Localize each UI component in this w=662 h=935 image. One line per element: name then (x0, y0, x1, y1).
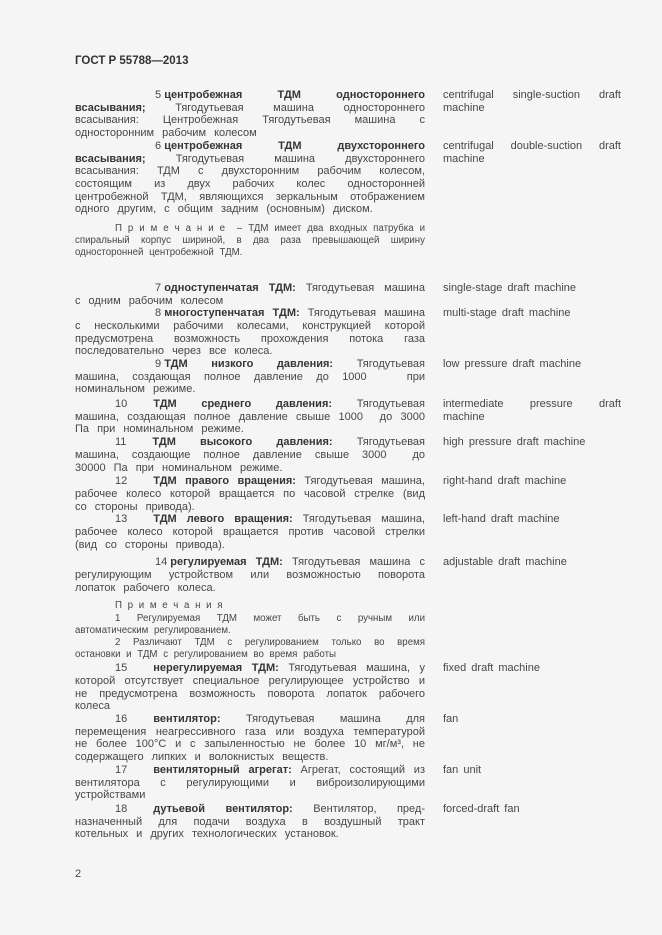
term-row (75, 282, 621, 307)
term-row (75, 358, 621, 398)
term-number: 14 (155, 556, 171, 569)
term-row (75, 307, 621, 358)
term-translation-en: centrifugal single-suction draft machine (443, 89, 621, 114)
term-row (75, 713, 621, 764)
term-number-group (115, 89, 242, 102)
term-translation-en: adjustable draft machine (443, 556, 567, 569)
term-paragraph-ru (75, 513, 425, 551)
term-number: 18 (115, 803, 128, 816)
term-definition: Тягодутьевая машина, создающие полное давление свыше 3000 до 30000 Па при номинальном режиме. (75, 436, 425, 474)
term-title: дутьевой вентилятор: (153, 803, 293, 816)
term-definition: Тягодутьевая машина с несколькими рабочими колесами, конструкцией которой предусмотрена возможность прохождения потока газа последовательно через все колеса. (75, 307, 426, 358)
term-number: 15 (115, 662, 128, 675)
term-row (75, 764, 621, 803)
term-ru-column (75, 713, 425, 764)
term-number-group (115, 556, 247, 569)
term-definition: Тягодутьевая машина, рабочее колесо которой вращается против часовой стрелки (вид со стороны привода). (75, 513, 426, 551)
term-paragraph-ru (75, 662, 425, 713)
term-title: ТДМ левого вращения: (153, 513, 293, 526)
term-translation-en: single-stage draft machine (443, 281, 577, 294)
term-definition: Тягодутьевая машина, у которой отсутствует специальное регулирующее устройство и не предусмотрена возможность поворота лопаток рабочего колеса (75, 662, 425, 713)
term-translation-en: right-hand draft machine (443, 475, 567, 488)
term-definition: Вентилятор, предназначенный для подачи воздуха в воздушный тракт котельных и других технологических установок. (75, 803, 425, 841)
term-definition: Тягодутьевая машина одностороннего всасывания: Центробежная Тягодутьевая машина с односторонним рабочим колесом (75, 101, 426, 140)
term-paragraph-ru (75, 556, 425, 594)
term-title: ТДМ: (255, 556, 283, 569)
term-paragraph-ru (75, 140, 425, 216)
document-header: ГОСТ Р 55788—2013 (75, 55, 189, 67)
note-paragraph: 2 Различают ТДМ с регулированием только во время остановки и ТДМ с регулированием во время работы (75, 636, 425, 661)
term-number: 6 (155, 139, 165, 152)
term-definition: Тягодутьевая машина, создающая полное давление свыше 1000 до 3000 Па при номинальном режиме. (75, 398, 425, 436)
term-paragraph-ru (75, 398, 425, 436)
term-translation-en: forced-draft fan (443, 803, 520, 816)
term-row (75, 803, 621, 841)
term-title: вентиляторный агрегат: (153, 764, 292, 777)
term-title: центробежная (164, 139, 243, 152)
term-number: 10 (115, 398, 128, 411)
term-title: ТДМ двухстороннего всасывания; (75, 139, 425, 165)
term-row (75, 475, 621, 513)
term-number-group (115, 307, 264, 320)
term-translation-en: fan (443, 713, 459, 726)
term-number: 11 (115, 436, 127, 449)
term-title: ТДМ: (268, 281, 296, 294)
term-ru-column (75, 556, 425, 661)
term-translation-en: high pressure draft machine (443, 436, 586, 449)
note-paragraph: 1 Регулируемая ТДМ может быть с ручным или автоматическим регулированием. (75, 612, 425, 636)
term-number: 9 (155, 358, 165, 371)
term-translation-en: fan unit (443, 764, 482, 777)
term-translation-en: fixed draft machine (443, 662, 540, 675)
term-paragraph-ru (75, 436, 425, 474)
term-definition: Агрегат, состоящий из вентилятора с регулирующими и виброизолирующими устройствами (75, 764, 425, 802)
term-ru-column (75, 307, 425, 358)
term-ru-column (75, 475, 425, 513)
term-ru-column (75, 436, 425, 474)
page-number: 2 (75, 868, 82, 881)
term-paragraph-ru (75, 764, 425, 802)
term-definition: Тягодутьевая машина с регулирующим устройством или возможностью поворота лопаток рабочего колеса. (75, 556, 425, 594)
term-paragraph-ru (75, 358, 425, 396)
term-paragraph-ru (75, 89, 425, 140)
term-ru-column (75, 662, 425, 713)
term-row (75, 556, 621, 662)
terms-list (75, 89, 621, 841)
term-definition: Тягодутьевая машина двухстороннего всасывания: ТДМ с двухсторонним рабочим колесом, состоящим из двух рабочих колес односторонней центробежной ТДМ, являющихся зеркальным отображением одного другим, с общим задним (основным) диском. (75, 152, 426, 216)
term-paragraph-ru (75, 307, 425, 358)
term-title: нерегулируемая ТДМ: (153, 662, 279, 675)
term-translation-en: intermediate pressure draft machine (443, 398, 621, 423)
term-ru-column (75, 89, 425, 140)
term-number: 12 (115, 475, 128, 488)
term-row (75, 398, 621, 436)
term-title: низкого давления: (211, 358, 334, 371)
term-row (75, 513, 621, 556)
term-number: 5 (155, 89, 165, 101)
term-translation-en: left-hand draft machine (443, 513, 560, 526)
term-definition: Тягодутьевая машина, рабочее колесо которой вращается по часовой стрелке (вид со стороны привода). (75, 475, 425, 513)
term-title: вентилятор: (153, 713, 221, 726)
term-title: одноступенчатая (164, 281, 259, 294)
term-translation-en: multi-stage draft machine (443, 307, 571, 320)
term-paragraph-ru (75, 803, 425, 841)
term-paragraph-ru (75, 713, 425, 764)
note-paragraph: П р и м е ч а н и е – ТДМ имеет два входных патрубка и спиральный корпус шириной, в два раза превышающей ширину односторонней центробежной ТДМ. (75, 223, 425, 259)
term-ru-column (75, 358, 425, 396)
term-title: ТДМ правого вращения: (153, 475, 296, 488)
term-title: центробежная (164, 89, 243, 101)
notes-heading: П р и м е ч а н и я (115, 600, 223, 612)
term-row (75, 89, 621, 140)
term-title: многоступенчатая (164, 307, 265, 320)
term-title: ТДМ (164, 358, 188, 371)
term-title: ТДМ среднего давления: (153, 398, 333, 411)
term-number-group (115, 140, 242, 153)
term-number: 13 (115, 513, 128, 526)
term-row (75, 662, 621, 713)
term-translation-en: low pressure draft machine (443, 358, 582, 371)
term-ru-column (75, 398, 425, 436)
term-definition: Тягодутьевая машина, создающая полное давление до 1000 при номинальном режиме. (75, 358, 425, 396)
term-ru-column (75, 764, 425, 802)
term-ru-column (75, 282, 425, 307)
term-ru-column (75, 803, 425, 841)
term-paragraph-ru (75, 475, 425, 513)
term-number: 7 (155, 281, 165, 294)
term-paragraph-ru (75, 282, 425, 307)
term-translation-en: centrifugal double-suction draft machine (443, 139, 621, 165)
term-row (75, 436, 621, 475)
term-number-group (115, 282, 259, 295)
term-number: 16 (115, 713, 128, 726)
term-title: регулируемая (170, 556, 247, 569)
term-number: 17 (115, 764, 128, 777)
term-title: ТДМ: (272, 307, 300, 320)
term-title: ТДМ одностороннего всасывания; (75, 89, 425, 114)
term-number: 8 (155, 307, 165, 320)
term-definition: Тягодутьевая машина с одним рабочим колесом (75, 281, 425, 307)
term-row (75, 140, 621, 282)
term-ru-column (75, 140, 425, 264)
term-number-group (115, 358, 188, 371)
term-definition: Тягодутьевая машина для перемещения неагрессивного газа или воздуха температурой не более 100°С и с запыленностью не более 10 мг/м³, не содержащего липких и волокнистых веществ. (75, 713, 425, 764)
term-title: ТДМ высокого давления: (152, 436, 333, 449)
term-ru-column (75, 513, 425, 551)
